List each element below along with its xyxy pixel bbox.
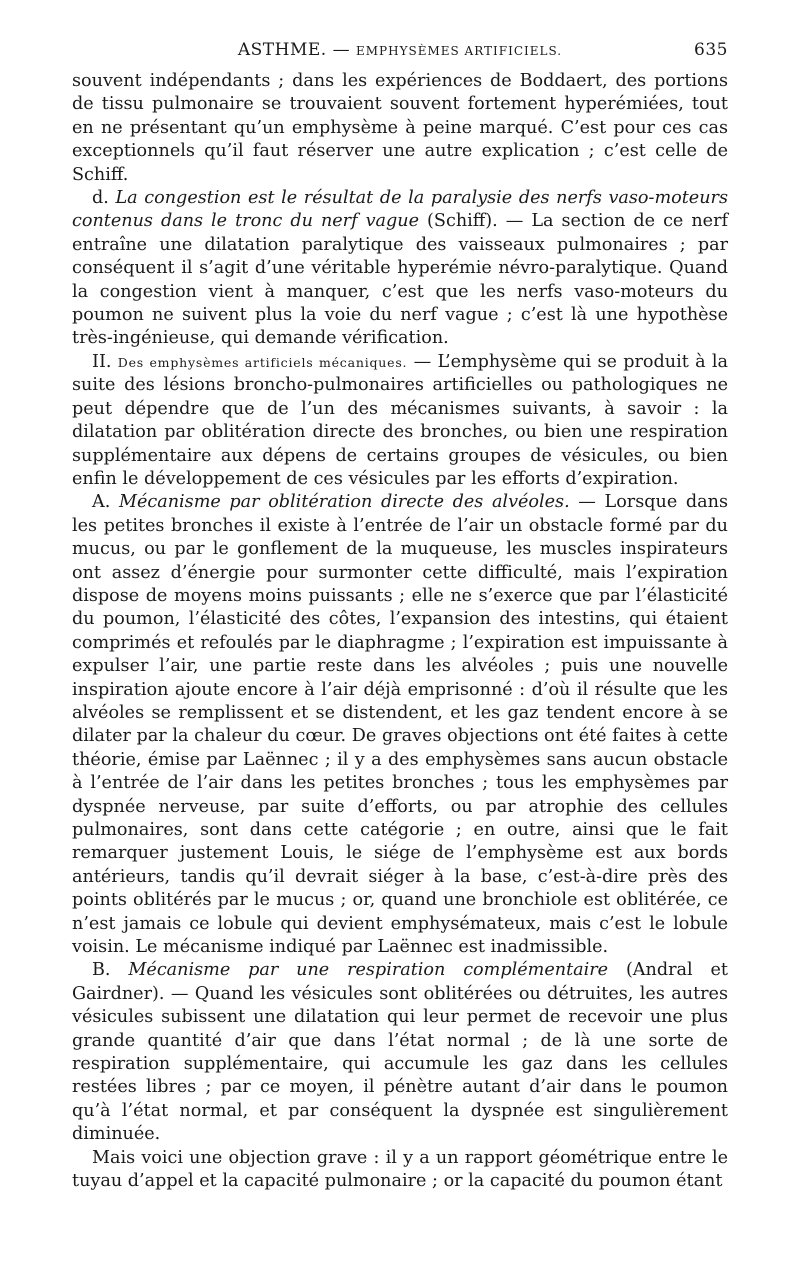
paragraph-d-title: La congestion est le résultat de la paralysie des nerfs vaso-moteurs contenus dans le tronc du nerf vague <box>72 188 728 232</box>
paragraph-a-lead: A. <box>92 492 119 513</box>
paragraph-d-lead: d. <box>92 188 116 209</box>
paragraph-a-title: Mécanisme par oblitération directe des alvéoles. <box>118 492 570 513</box>
body-text <box>72 70 728 1194</box>
paragraph-d-text: (Schiff). — La section de ce nerf entraîne une dilatation paralytique des vaisseaux pulmonaires ; par conséquent il s’agit d’une véritable hyperémie névro-paralytique. Quand la congestion vient à manquer, c’est que les nerfs vaso-moteurs du poumon ne suivent plus la voie du nerf vague ; c’est là une hypothèse très-ingénieuse, qui demande vérification. <box>72 211 729 349</box>
section-ii-text: — L’emphysème qui se produit à la suite des lésions broncho-pulmonaires artificielles ou pathologiques ne peut dépendre que de l’un des mécanismes suivants, à savoir : la dilatation par oblitération directe des bronches, ou bien une respiration supplémentaire aux dépens de certains groupes de vésicules, ou bien enfin le développement de ces vésicules par les efforts d’expiration. <box>72 351 728 489</box>
paragraph-a-mecanisme <box>72 491 728 959</box>
paragraph-continuation: souvent indépendants ; dans les expériences de Boddaert, des portions de tissu pulmonaire se trouvaient souvent fortement hyperémiées, tout en ne présentant qu’un emphysème à peine marqué. C’est pour ces cas exceptionnels qu’il faut réserver une autre explication ; c’est celle de Schiff. <box>72 71 728 185</box>
page-number: 635 <box>694 40 728 60</box>
paragraph-b-text: (Andral et Gairdner). — Quand les vésicules sont oblitérées ou détruites, les autres vésicules subissent une dilatation qui leur permet de recevoir une plus grande quantité d’air que dans l’état normal ; de là une sorte de respiration supplémentaire, qui accumule les gaz dans les cellules restées libres ; par ce moyen, il pénètre autant d’air dans le poumon qu’à l’état normal, et par conséquent la dyspnée est singulièrement diminuée. <box>72 960 728 1145</box>
running-title-separator: — <box>326 40 356 60</box>
running-title-main: ASTHME. <box>237 40 327 60</box>
paragraph-d-schiff <box>72 187 728 351</box>
section-ii-heading-paragraph <box>72 351 728 491</box>
section-ii-title: Des emphysèmes artificiels mécaniques. <box>117 354 408 370</box>
paragraph-a-text: — Lorsque dans les petites bronches il existe à l’entrée de l’air un obstacle formé par du mucus, ou par le gonflement de la muqueuse, les muscles inspirateurs ont assez d’énergie pour surmonter cette difficulté, mais l’expiration dispose de moyens moins puissants ; elle ne s’exerce que par l’élasticité du poumon, l’élasticité des côtes, l’expansion des intestins, qui étaient comprimés et refoulés par le diaphragme ; l’expiration est impuissante à expulser l’air, une partie reste dans les alvéoles ; puis une nouvelle inspiration ajoute encore à l’air déjà emprisonné : d’où il résulte que les alvéoles se remplissent et se distendent, et les gaz tendent encore à se dilater par la chaleur du cœur. De graves objections ont été faites à cette théorie, émise par Laënnec ; il y a des emphysèmes sans aucun obstacle à l’entrée de l’air dans les petites bronches ; tous les emphysèmes par dyspnée nerveuse, par suite d’efforts, ou par atrophie des cellules pulmonaires, sont dans cette catégorie ; en outre, ainsi que le fait remarquer justement Louis, le siége de l’emphysème est aux bords antérieurs, tandis qu’il devrait siéger à la base, c’est-à-dire près des points oblitérés par le mucus ; or, quand une bronchiole est oblitérée, ce n’est jamais ce lobule qui devient emphysémateux, mais c’est le lobule voisin. Le mécanisme indiqué par Laënnec est inadmissible. <box>72 492 728 958</box>
running-title <box>72 40 728 60</box>
running-head <box>72 40 728 70</box>
paragraph-b-mecanisme <box>72 959 728 1146</box>
section-ii-lead: II. <box>92 351 118 372</box>
paragraph-objection: Mais voici une objection grave : il y a un rapport géométrique entre le tuyau d’appel et la capacité pulmonaire ; or la capacité du poumon étant <box>72 1147 728 1192</box>
paragraph-b-title: Mécanisme par une respiration complémentaire <box>128 960 609 981</box>
paragraph-b-lead: B. <box>92 960 129 981</box>
running-title-subtitle: EMPHYSÈMES ARTIFICIELS. <box>355 44 563 58</box>
